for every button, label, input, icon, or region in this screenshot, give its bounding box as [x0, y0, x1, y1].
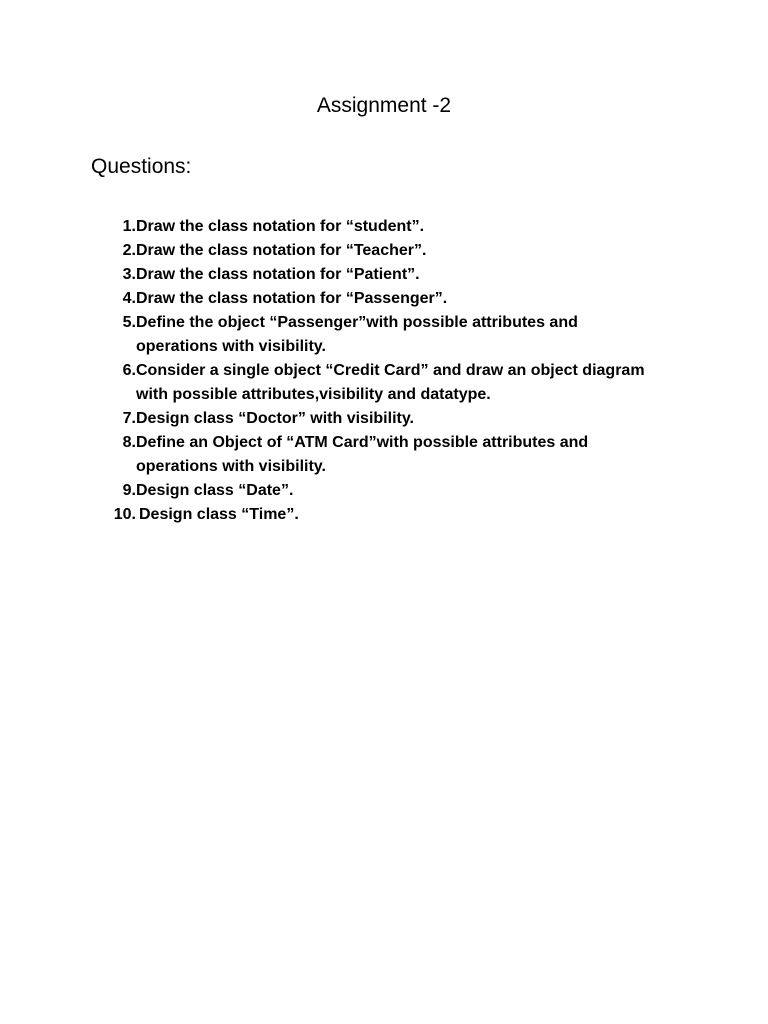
list-item — [100, 407, 660, 431]
question-number: 8. — [122, 434, 136, 451]
question-text: Design class “Doctor” with visibility. — [136, 410, 414, 427]
questions-heading: Questions: — [91, 155, 192, 178]
list-item — [100, 479, 660, 503]
question-text: Draw the class notation for “Teacher”. — [136, 242, 427, 259]
question-text: Draw the class notation for “Passenger”. — [136, 290, 448, 307]
question-text: Consider a single object “Credit Card” and draw an object diagram with possible attributes,visibility and datatype. — [136, 362, 645, 403]
question-number: 6. — [122, 362, 136, 379]
question-text: Design class “Date”. — [136, 482, 294, 499]
question-text: Draw the class notation for “student”. — [136, 218, 425, 235]
question-number: 9. — [122, 482, 136, 499]
question-number: 2. — [122, 242, 136, 259]
list-item — [100, 239, 660, 263]
list-item — [100, 431, 660, 479]
list-item — [100, 503, 660, 527]
question-text: Draw the class notation for “Patient”. — [136, 266, 420, 283]
list-item — [100, 287, 660, 311]
list-item — [100, 215, 660, 239]
page-title: Assignment -2 — [316, 94, 452, 117]
question-text: Define an Object of “ATM Card”with possible attributes and operations with visibility. — [136, 434, 589, 475]
question-text: Design class “Time”. — [139, 506, 299, 523]
list-item — [100, 311, 660, 359]
list-item — [100, 359, 660, 407]
question-number: 3. — [122, 266, 136, 283]
question-number: 4. — [122, 290, 136, 307]
question-number: 7. — [122, 410, 136, 427]
question-number: 10. — [113, 506, 136, 523]
question-number: 1. — [122, 218, 136, 235]
list-item — [100, 263, 660, 287]
questions-list — [100, 215, 660, 527]
question-number: 5. — [122, 314, 136, 331]
question-text: Define the object “Passenger”with possible attributes and operations with visibility. — [136, 314, 578, 355]
